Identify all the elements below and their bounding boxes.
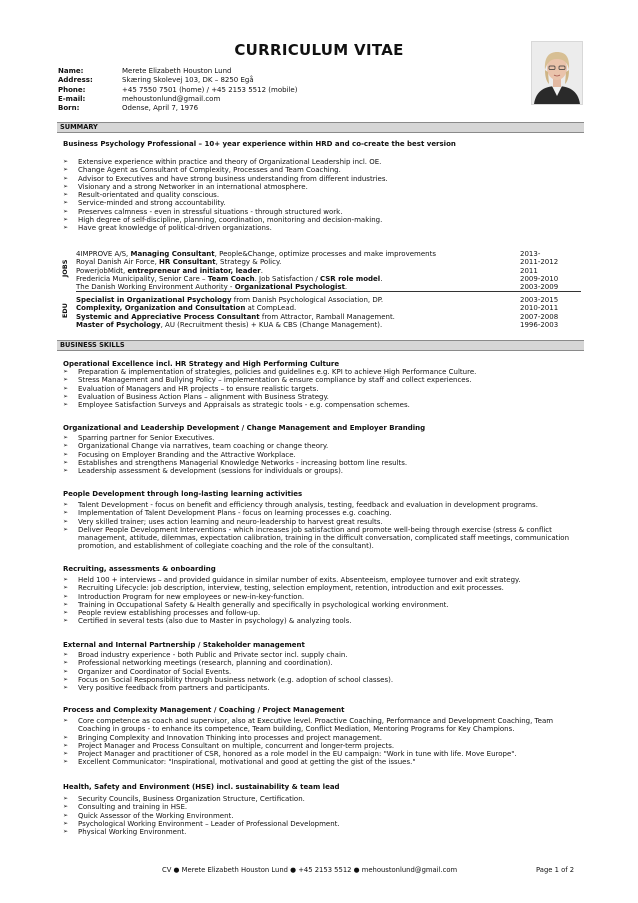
- list-item: ➢ Certified in several tests (also due to Master in psychology) & analyzing tools.: [63, 617, 583, 625]
- job-org: Royal Danish Air Force,: [76, 258, 160, 267]
- jobs-list: [76, 250, 581, 292]
- portrait-illustration: [532, 42, 582, 104]
- list-item: ➢ Core competence as coach and supervisor, also at Executive level. Proactive Coaching, Performance and Development Coaching, Team Coaching in groups - to enhance its competence, Team building, Conflict Mediation, Mentoring Programs for Key Champions.: [63, 717, 579, 734]
- job-year: 2013-: [520, 250, 541, 258]
- job-detail: , Strategy & Policy.: [215, 258, 282, 267]
- list-item: ➢ Organizational Change via narratives, team coaching or change theory.: [63, 442, 583, 450]
- edu-year: 1996-2003: [520, 320, 559, 329]
- list-item: ➢ High degree of self-discipline, planning, coordination, monitoring and decision-making.: [63, 216, 583, 224]
- job-row: [76, 267, 581, 275]
- skill-group-title: Operational Excellence incl. HR Strategy and High Performing Culture: [63, 360, 340, 368]
- job-row: [76, 250, 581, 258]
- edu-year: 2010-2011: [520, 304, 559, 313]
- list-item: ➢ Project Manager and practitioner of CSR, honored as a role model in the EU campaign: "Work in tune with life. Move Europe".: [63, 750, 579, 758]
- page-number: Page 1 of 2: [536, 866, 575, 874]
- list-item: ➢ Change Agent as Consultant of Complexity, Processes and Team Coaching.: [63, 166, 583, 174]
- skill-group-bullets: [63, 434, 583, 475]
- list-item: ➢ Establishes and strengthens Managerial Knowledge Networks - increasing bottom line results.: [63, 459, 583, 467]
- list-item: ➢ Held 100 + interviews – and provided guidance in similar number of exits. Absenteeism, employee turnover and exit strategy.: [63, 576, 583, 584]
- edu-detail: , AU (Recruitment thesis) + KUA & CBS (Change Management).: [160, 320, 383, 329]
- job-row: [76, 283, 581, 292]
- info-value[interactable]: mehoustonlund@gmail.com: [122, 94, 221, 103]
- edu-detail: from Attractor, Ramball Management.: [259, 312, 395, 321]
- edu-year: 2007-2008: [520, 312, 559, 321]
- job-year: 2011-2012: [520, 258, 559, 267]
- jobs-label-text: JOBS: [60, 259, 69, 278]
- job-role: HR Consultant: [159, 258, 216, 267]
- info-label: E-mail:: [58, 94, 86, 103]
- list-item: ➢ Service-minded and strong accountability.: [63, 199, 583, 207]
- edu-row: [76, 321, 581, 329]
- list-item: ➢ Consulting and training in HSE.: [63, 803, 583, 811]
- skill-group-title: Health, Safety and Environment (HSE) incl. sustainability & team lead: [63, 783, 340, 791]
- info-label: Name:: [58, 67, 84, 75]
- list-item: ➢ Leadership assessment & development (sessions for individuals or groups).: [63, 467, 583, 475]
- list-item: ➢ Bringing Complexity and Innovation Thinking into processes and project management.: [63, 734, 579, 742]
- edu-degree: Complexity, Organization and Consultation: [76, 304, 246, 313]
- edu-row: [76, 296, 581, 304]
- info-value: +45 7550 7501 (home) / +45 2153 5512 (mobile): [122, 85, 298, 94]
- business-skills-section-header: BUSINESS SKILLS: [57, 340, 584, 351]
- list-item: ➢ Preserves calmness - even in stressful situations - through structured work.: [63, 208, 583, 216]
- info-row-name: [58, 67, 297, 76]
- list-item: ➢ Have great knowledge of political-driven organizations.: [63, 224, 583, 232]
- job-org: PowerjobMidt,: [76, 266, 128, 275]
- list-item: ➢ Project Manager and Process Consultant on multiple, concurrent and longer-term projects.: [63, 742, 579, 750]
- list-item: ➢ Quick Assessor of the Working Environment.: [63, 812, 583, 820]
- job-row: [76, 258, 581, 266]
- list-item: ➢ Talent Development - focus on benefit and efficiency through analysis, testing, feedback and evaluation in development programs.: [63, 501, 579, 509]
- list-item: ➢ Extensive experience within practice and theory of Organizational Leadership incl. OE.: [63, 158, 583, 166]
- info-label: Address:: [58, 76, 93, 85]
- job-year: 2009-2010: [520, 274, 559, 283]
- info-label: Born:: [58, 104, 80, 113]
- skill-group-bullets: [63, 501, 579, 551]
- skill-group-bullets: [63, 795, 583, 836]
- skill-group-title: Process and Complexity Management / Coaching / Project Management: [63, 706, 345, 714]
- info-value: Merete Elizabeth Houston Lund: [122, 67, 232, 75]
- job-detail: . Job Satisfaction /: [254, 274, 320, 283]
- job-org: 4IMPROVE A/S,: [76, 250, 131, 258]
- job-detail: .: [344, 283, 348, 292]
- summary-headline: Business Psychology Professional – 10+ year experience within HRD and co-create the best version: [63, 140, 456, 148]
- skill-group-bullets: [63, 717, 579, 767]
- edu-year: 2003-2015: [520, 296, 559, 304]
- list-item: ➢ Advisor to Executives and have strong business understanding from different industries.: [63, 175, 583, 183]
- list-item: ➢ Very skilled trainer; uses action learning and neuro-leadership to harvest great results.: [63, 518, 579, 526]
- info-label: Phone:: [58, 85, 86, 94]
- skill-group-bullets: [63, 368, 583, 409]
- list-item: ➢ Organizer and Coordinator of Social Events.: [63, 668, 583, 676]
- job-role-secondary: CSR role model: [319, 274, 381, 283]
- list-item: ➢ Focus on Social Responsibility through business network (e.g. adoption of school classes).: [63, 676, 583, 684]
- summary-section-header: SUMMARY: [57, 122, 584, 133]
- job-org: Fredericia Municipality, Senior Care –: [76, 274, 208, 283]
- edu-row: [76, 313, 581, 321]
- skill-group-title: Organizational and Leadership Development / Change Management and Employer Branding: [63, 424, 426, 432]
- footer-contact: CV ● Merete Elizabeth Houston Lund ● +45 2153 5512 ● mehoustonlund@gmail.com: [162, 866, 458, 874]
- edu-detail: at CompLead.: [245, 304, 297, 313]
- list-item: ➢ Implementation of Talent Development Plans - focus on learning processes e.g. coaching.: [63, 509, 579, 517]
- list-item: ➢ Evaluation of Managers and HR projects – to ensure realistic targets.: [63, 385, 583, 393]
- list-item: ➢ Broad industry experience - both Public and Private sector incl. supply chain.: [63, 651, 583, 659]
- list-item: ➢ Employee Satisfaction Surveys and Appraisals as strategic tools - e.g. compensation schemes.: [63, 401, 583, 409]
- job-row: [76, 275, 581, 283]
- skill-group-bullets: [63, 651, 583, 692]
- list-item: ➢ Deliver People Development Interventions - which increases job satisfaction and promote well-being through exercise (stress & conflict management, attitude, dilemmas, expectation calibration, training in the difficult conversation, complicated staff meetings, communication promotion, and establishment of collegiate coaching and the role of the consultant).: [63, 526, 579, 551]
- skill-group-title: Recruiting, assessments & onboarding: [63, 565, 216, 573]
- list-item: ➢ Recruiting Lifecycle: job description, interview, testing, selection employment, retention, introduction and exit processes.: [63, 584, 583, 592]
- job-role: Organizational Psychologist: [234, 283, 345, 292]
- edu-label-text: EDU: [60, 303, 69, 319]
- skill-group-title: People Development through long-lasting learning activities: [63, 490, 303, 498]
- job-org: The Danish Working Environment Authority -: [76, 283, 235, 292]
- edu-degree: Systemic and Appreciative Process Consultant: [76, 312, 260, 321]
- edu-row: [76, 304, 581, 312]
- info-value: Odense, April 7, 1976: [122, 104, 199, 113]
- list-item: ➢ Focusing on Employer Branding and the Attractive Workplace.: [63, 451, 583, 459]
- list-item: ➢ Training in Occupational Safety & Health generally and specifically in psychological working environment.: [63, 601, 583, 609]
- edu-side-label: [60, 297, 70, 331]
- list-item: ➢ Very positive feedback from partners and participants.: [63, 684, 583, 692]
- list-item: ➢ Physical Working Environment.: [63, 828, 583, 836]
- list-item: ➢ Stress Management and Bullying Policy – implementation & ensure compliance by staff and collect experiences.: [63, 376, 583, 384]
- job-role: Team Coach: [207, 274, 255, 283]
- list-item: ➢ Sparring partner for Senior Executives.: [63, 434, 583, 442]
- job-role: entrepreneur and initiator, leader: [127, 266, 261, 275]
- list-item: ➢ Introduction Program for new employees or new-in-key-function.: [63, 593, 583, 601]
- info-value: Skæring Skolevej 103, DK – 8250 Egå: [122, 76, 254, 85]
- list-item: ➢ Excellent Communicator: "Inspirational, motivational and good at getting the gist of the issues.": [63, 758, 579, 766]
- list-item: ➢ Result-orientated and quality conscious.: [63, 191, 583, 199]
- list-item: ➢ Security Councils, Business Organization Structure, Certification.: [63, 795, 583, 803]
- info-row-email: [58, 95, 297, 104]
- list-item: ➢ Preparation & implementation of strategies, policies and guidelines e.g. KPI to achieve High Performance Culture.: [63, 368, 583, 376]
- info-row-phone: [58, 86, 297, 95]
- personal-info: [58, 67, 297, 113]
- job-detail: .: [380, 274, 383, 283]
- list-item: ➢ People review establishing processes and follow-up.: [63, 609, 583, 617]
- edu-detail: from Danish Psychological Association, DP.: [231, 296, 384, 304]
- education-list: [76, 296, 581, 329]
- list-item: ➢ Visionary and a strong Networker in an international atmosphere.: [63, 183, 583, 191]
- document-title: CURRICULUM VITAE: [234, 41, 404, 59]
- skill-group-bullets: [63, 576, 583, 626]
- job-year: 2011: [520, 266, 538, 275]
- skill-group-title: External and Internal Partnership / Stakeholder management: [63, 641, 305, 649]
- edu-degree: Master of Psychology: [76, 320, 161, 329]
- job-detail: .: [260, 266, 263, 275]
- job-role: Managing Consultant: [130, 250, 215, 258]
- edu-degree: Specialist in Organizational Psychology: [76, 296, 232, 304]
- info-row-born: [58, 104, 297, 113]
- job-detail: , People&Change, optimize processes and make improvements: [214, 250, 436, 258]
- jobs-side-label: [60, 252, 70, 294]
- list-item: ➢ Professional networking meetings (research, planning and coordination).: [63, 659, 583, 667]
- info-row-address: [58, 76, 297, 85]
- job-year: 2003-2009: [520, 283, 559, 292]
- profile-photo: [531, 41, 583, 105]
- list-item: ➢ Evaluation of Business Action Plans – alignment with Business Strategy.: [63, 393, 583, 401]
- summary-bullet-list: [63, 158, 583, 233]
- list-item: ➢ Psychological Working Environment – Leader of Professional Development.: [63, 820, 583, 828]
